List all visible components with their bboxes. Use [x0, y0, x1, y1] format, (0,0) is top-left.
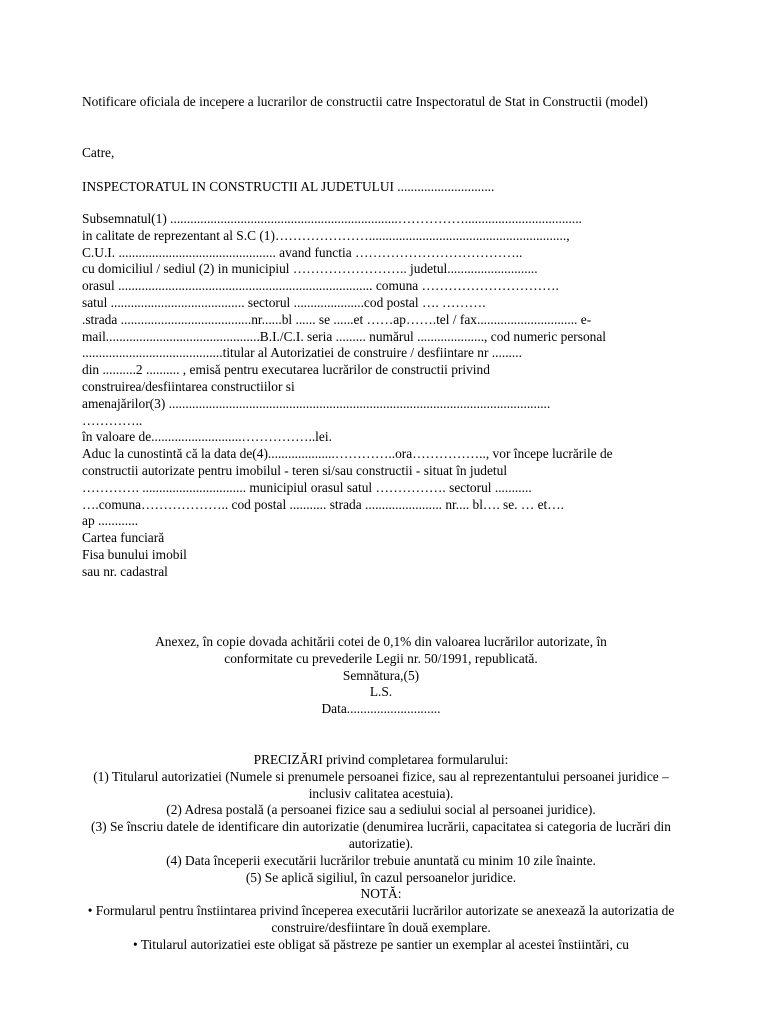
form-line: ………….. [82, 412, 143, 428]
notes-heading: PRECIZĂRI privind completarea formularului: [253, 752, 509, 767]
form-line: in calitate de reprezentant al S.C (1)…………………..........................................................., [82, 227, 570, 243]
nota-bullet: • Titularul autorizatiei este obligat să păstreze pe santier un exemplar al acestei înstiintări, cu [133, 936, 629, 952]
form-line: cu domiciliul / sediul (2) in municipiul …………………….. judetul........................... [82, 261, 538, 277]
form-line: Fisa bunului imobil [82, 546, 187, 562]
form-line: din ..........2 .......... , emisă pentru executarea lucrărilor de constructii privind [82, 362, 490, 378]
inspectorate-heading [82, 179, 682, 196]
nota-heading: NOTĂ: [360, 886, 402, 902]
date-label: Data............................ [321, 701, 441, 717]
form-line: ap ............ [82, 513, 139, 529]
addressee [82, 145, 682, 162]
form-line: orasul ............................................................................ comuna …………………………. [82, 278, 559, 294]
signature-label: Semnătura,(5) [342, 667, 420, 683]
document-title [82, 94, 682, 111]
form-line: în valoare de...........................……………..lei. [82, 429, 332, 445]
note-item: (4) Data începerii executării lucrărilor trebuie anuntată cu minim 10 zile înainte. [166, 852, 596, 868]
notes-section [74, 752, 688, 954]
form-line: C.U.I. ............................................... avand functia ……………………………….. [82, 244, 523, 260]
form-line: …………. ............................... municipiul orasul satul ……………. sectorul ........... [82, 479, 532, 495]
form-line: Subsemnatul(1) ....................................................................……………................................... [82, 211, 582, 226]
form-line: constructii autorizate pentru imobilul - teren si/sau constructii - situat în judetul [82, 462, 508, 478]
form-line: amenajărilor(3) .................................................................................................................. [82, 395, 551, 411]
note-item: (2) Adresa postală (a persoanei fizice sau a sediului social al persoanei juridice). [166, 802, 596, 818]
seal-label: L.S. [369, 684, 393, 700]
form-line: Cartea funciară [82, 530, 165, 546]
form-line: ….comuna……………….. cod postal ........... strada ....................... nr.... bl…. se. … et…. [82, 496, 565, 512]
nota-bullet: • Formularul pentru înstiintarea privind începerea executării lucrărilor autorizate se anexează la autorizatia de construire/desfiintare în două exemplare. [87, 903, 675, 935]
title-text: Notificare oficiala de incepere a lucrarilor de constructii catre Inspectoratul de Stat in Constructii (model) [82, 94, 648, 109]
inspectorate-line: INSPECTORATUL IN CONSTRUCTII AL JUDETULUI ............................. [82, 179, 495, 194]
form-line: sau nr. cadastral [82, 563, 168, 579]
form-line: ..........................................titular al Autorizatiei de construire / desfiintare nr ......... [82, 345, 522, 361]
form-line: .strada .......................................nr......bl ...... se ......et ……ap…….tel / fax.............................. e- [82, 311, 592, 327]
annex-line: Anexez, în copie dovada achitării cotei de 0,1% din valoarea lucrărilor autorizate, în [155, 634, 607, 649]
annex-section [74, 634, 688, 718]
form-line: construirea/desfiintarea constructiilor si [82, 378, 295, 394]
form-line: Aduc la cunostintă că la data de(4)....................…………..ora…………….., vor începe lucrările de [82, 446, 613, 462]
form-line: mail..............................................B.I./C.I. seria ......... numărul ...................., cod numeric personal [82, 328, 607, 344]
note-item: (3) Se înscriu datele de identificare din autorizatie (denumirea lucrării, capacitatea si categoria de lucrări din autorizatie). [91, 819, 671, 851]
note-item: (5) Se aplică sigiliul, în cazul persoanelor juridice. [245, 869, 517, 885]
form-line: satul ........................................ sectorul .....................cod postal …. ………. [82, 294, 486, 310]
catre-label: Catre, [82, 145, 115, 160]
annex-line: conformitate cu prevederile Legii nr. 50/1991, republicată. [224, 650, 538, 666]
note-item: (1) Titularul autorizatiei (Numele si prenumele persoanei fizice, sau al reprezentantului persoanei juridice – inclusiv calitatea acestuia). [93, 768, 669, 801]
form-body [82, 211, 692, 581]
